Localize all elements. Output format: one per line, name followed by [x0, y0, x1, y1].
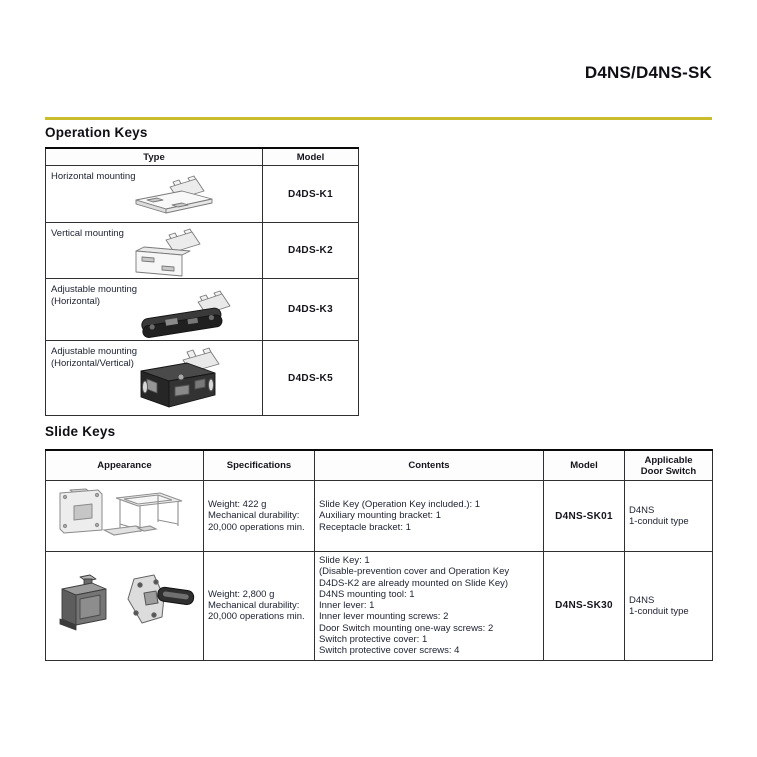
- column-header-specifications: Specifications: [204, 450, 315, 481]
- table-row: [46, 481, 713, 552]
- contents-cell: Slide Key: 1 (Disable-prevention cover and Operation Key D4DS-K2 are already mounted on Slide Key) D4NS mounting tool: 1 Inner lever: 1 Inner lever mounting screws: 2 Door Switch mounting one-way screws: 2 Switch protective cover: 1 Switch protective cover screws: 4: [315, 552, 544, 661]
- operation-keys-table: [45, 147, 359, 416]
- adjustable-horizontal-vertical-key-illustration: [125, 347, 240, 413]
- column-header-applicable-door-switch: Applicable Door Switch: [625, 450, 713, 481]
- model-label: D4NS-SK30: [544, 552, 625, 661]
- appearance-cell: [46, 481, 204, 552]
- type-label: Horizontal mounting: [51, 171, 136, 182]
- type-cell: [46, 166, 263, 223]
- type-cell: [46, 223, 263, 279]
- slide-keys-heading: Slide Keys: [45, 424, 116, 439]
- type-cell: [46, 341, 263, 416]
- model-label: D4NS-SK01: [544, 481, 625, 552]
- slide-key-sk30-illustration: [50, 569, 200, 639]
- column-header-contents: Contents: [315, 450, 544, 481]
- type-label: Adjustable mounting (Horizontal): [51, 284, 138, 307]
- applicable-door-switch-cell: D4NS 1-conduit type: [625, 481, 713, 552]
- contents-cell: Slide Key (Operation Key included.): 1 Auxiliary mounting bracket: 1 Receptacle bracket: 1: [315, 481, 544, 552]
- column-header-model: Model: [263, 148, 359, 166]
- table-row: [46, 552, 713, 661]
- model-label: D4DS-K5: [263, 341, 359, 416]
- applicable-door-switch-cell: D4NS 1-conduit type: [625, 552, 713, 661]
- doc-title: D4NS/D4NS-SK: [584, 63, 712, 82]
- appearance-cell: [46, 552, 204, 661]
- slide-keys-table: [45, 449, 713, 661]
- table-row: [46, 341, 359, 416]
- horizontal-operation-key-illustration: [130, 170, 240, 220]
- adjustable-horizontal-key-illustration: [130, 287, 250, 341]
- specifications-cell: Weight: 422 g Mechanical durability: 20,000 operations min.: [204, 481, 315, 552]
- operation-keys-heading: Operation Keys: [45, 125, 148, 140]
- vertical-operation-key-illustration: [124, 225, 234, 281]
- slide-keys-header-row: [46, 450, 713, 481]
- model-label: D4DS-K1: [263, 166, 359, 223]
- specifications-cell: Weight: 2,800 g Mechanical durability: 20,000 operations min.: [204, 552, 315, 661]
- type-cell: [46, 279, 263, 341]
- table-row: [46, 166, 359, 223]
- column-header-model: Model: [544, 450, 625, 481]
- model-label: D4DS-K2: [263, 223, 359, 279]
- model-label: D4DS-K3: [263, 279, 359, 341]
- table-row: [46, 279, 359, 341]
- column-header-appearance: Appearance: [46, 450, 204, 481]
- accent-rule: [45, 117, 712, 120]
- operation-keys-header-row: [46, 148, 359, 166]
- table-row: [46, 223, 359, 279]
- type-label: Adjustable mounting (Horizontal/Vertical): [51, 346, 138, 369]
- slide-key-sk01-illustration: [52, 484, 197, 546]
- type-label: Vertical mounting: [51, 228, 124, 239]
- column-header-type: Type: [46, 148, 263, 166]
